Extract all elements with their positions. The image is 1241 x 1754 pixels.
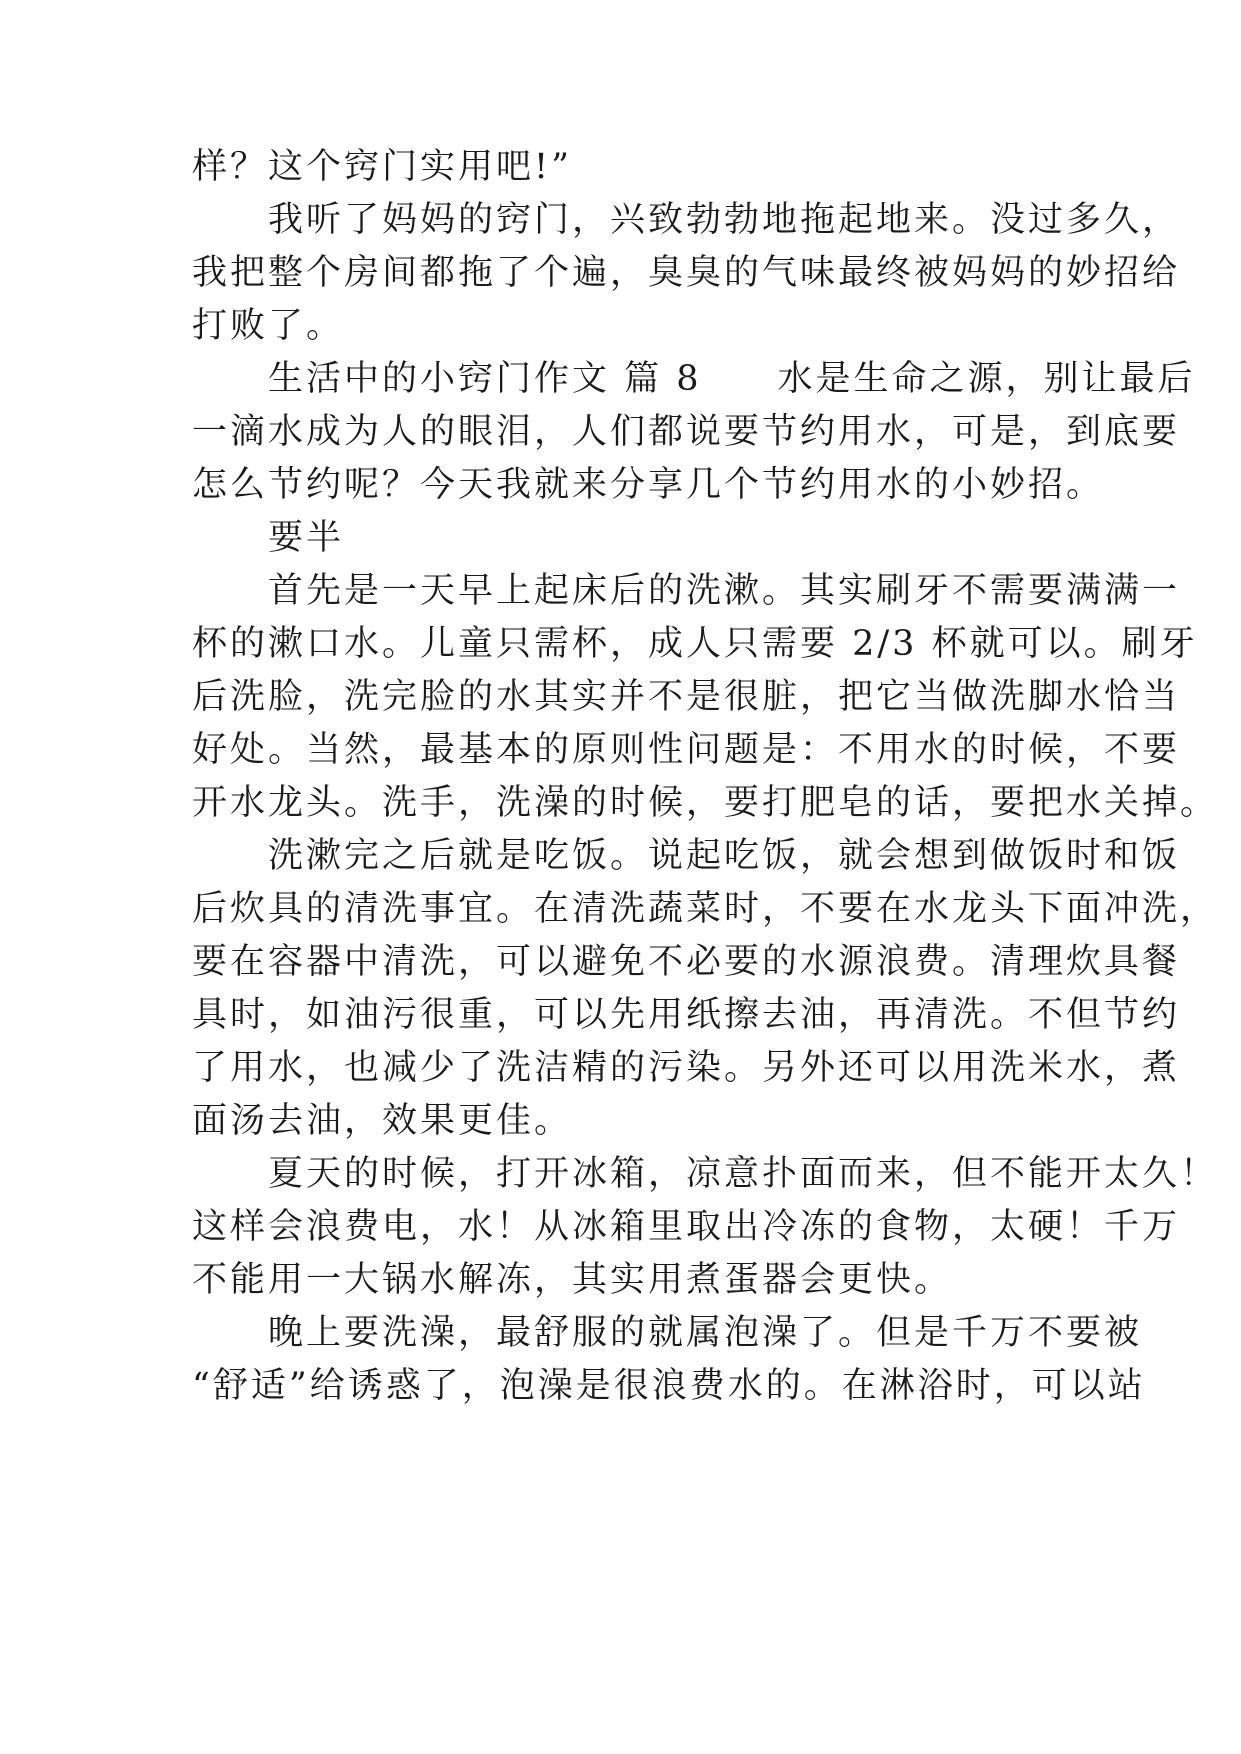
text-line: 要半	[192, 518, 345, 558]
text-line: 了用水，也减少了洗洁精的污染。另外还可以用洗米水，煮	[192, 1048, 1181, 1088]
text-line: 后炊具的清洗事宜。在清洗蔬菜时，不要在水龙头下面冲洗，	[192, 889, 1219, 929]
text-line: 夏天的时候，打开冰箱，凉意扑面而来，但不能开太久！	[192, 1154, 1219, 1194]
text-line: 生活中的小窍门作文 篇 8 水是生命之源，别让最后	[192, 359, 1196, 399]
text-line: 这样会浪费电，水！从冰箱里取出冷冻的食物，太硬！千万	[192, 1207, 1181, 1247]
text-line: 开水龙头。洗手，洗澡的时候，要打肥皂的话，要把水关掉。	[192, 783, 1219, 823]
text-line: 具时，如油污很重，可以先用纸擦去油，再清洗。不但节约	[192, 995, 1181, 1035]
text-line: 我听了妈妈的窍门，兴致勃勃地拖起地来。没过多久，	[192, 200, 1181, 240]
text-line: 后洗脸，洗完脸的水其实并不是很脏，把它当做洗脚水恰当	[192, 677, 1181, 717]
text-line: 一滴水成为人的眼泪，人们都说要节约用水，可是，到底要	[192, 412, 1181, 452]
text-line: 面汤去油，效果更佳。	[192, 1101, 573, 1141]
text-line: 要在容器中清洗，可以避免不必要的水源浪费。清理炊具餐	[192, 942, 1181, 982]
text-line: 洗漱完之后就是吃饭。说起吃饭，就会想到做饭时和饭	[192, 836, 1181, 876]
text-line: 我把整个房间都拖了个遍，臭臭的气味最终被妈妈的妙招给	[192, 253, 1181, 293]
text-line: 样？这个窍门实用吧!”	[192, 147, 572, 187]
text-line: 不能用一大锅水解冻，其实用煮蛋器会更快。	[192, 1260, 953, 1300]
text-line: “舒适”给诱惑了，泡澡是很浪费水的。在淋浴时，可以站	[192, 1366, 1146, 1406]
text-line: 杯的漱口水。儿童只需杯，成人只需要 2/3 杯就可以。刷牙	[192, 624, 1198, 664]
text-line: 怎么节约呢？今天我就来分享几个节约用水的小妙招。	[192, 465, 1105, 505]
text-line: 晚上要洗澡，最舒服的就属泡澡了。但是千万不要被	[192, 1313, 1143, 1353]
text-line: 首先是一天早上起床后的洗漱。其实刷牙不需要满满一	[192, 571, 1181, 611]
text-line: 好处。当然，最基本的原则性问题是：不用水的时候，不要	[192, 730, 1181, 770]
text-line: 打败了。	[192, 306, 345, 346]
